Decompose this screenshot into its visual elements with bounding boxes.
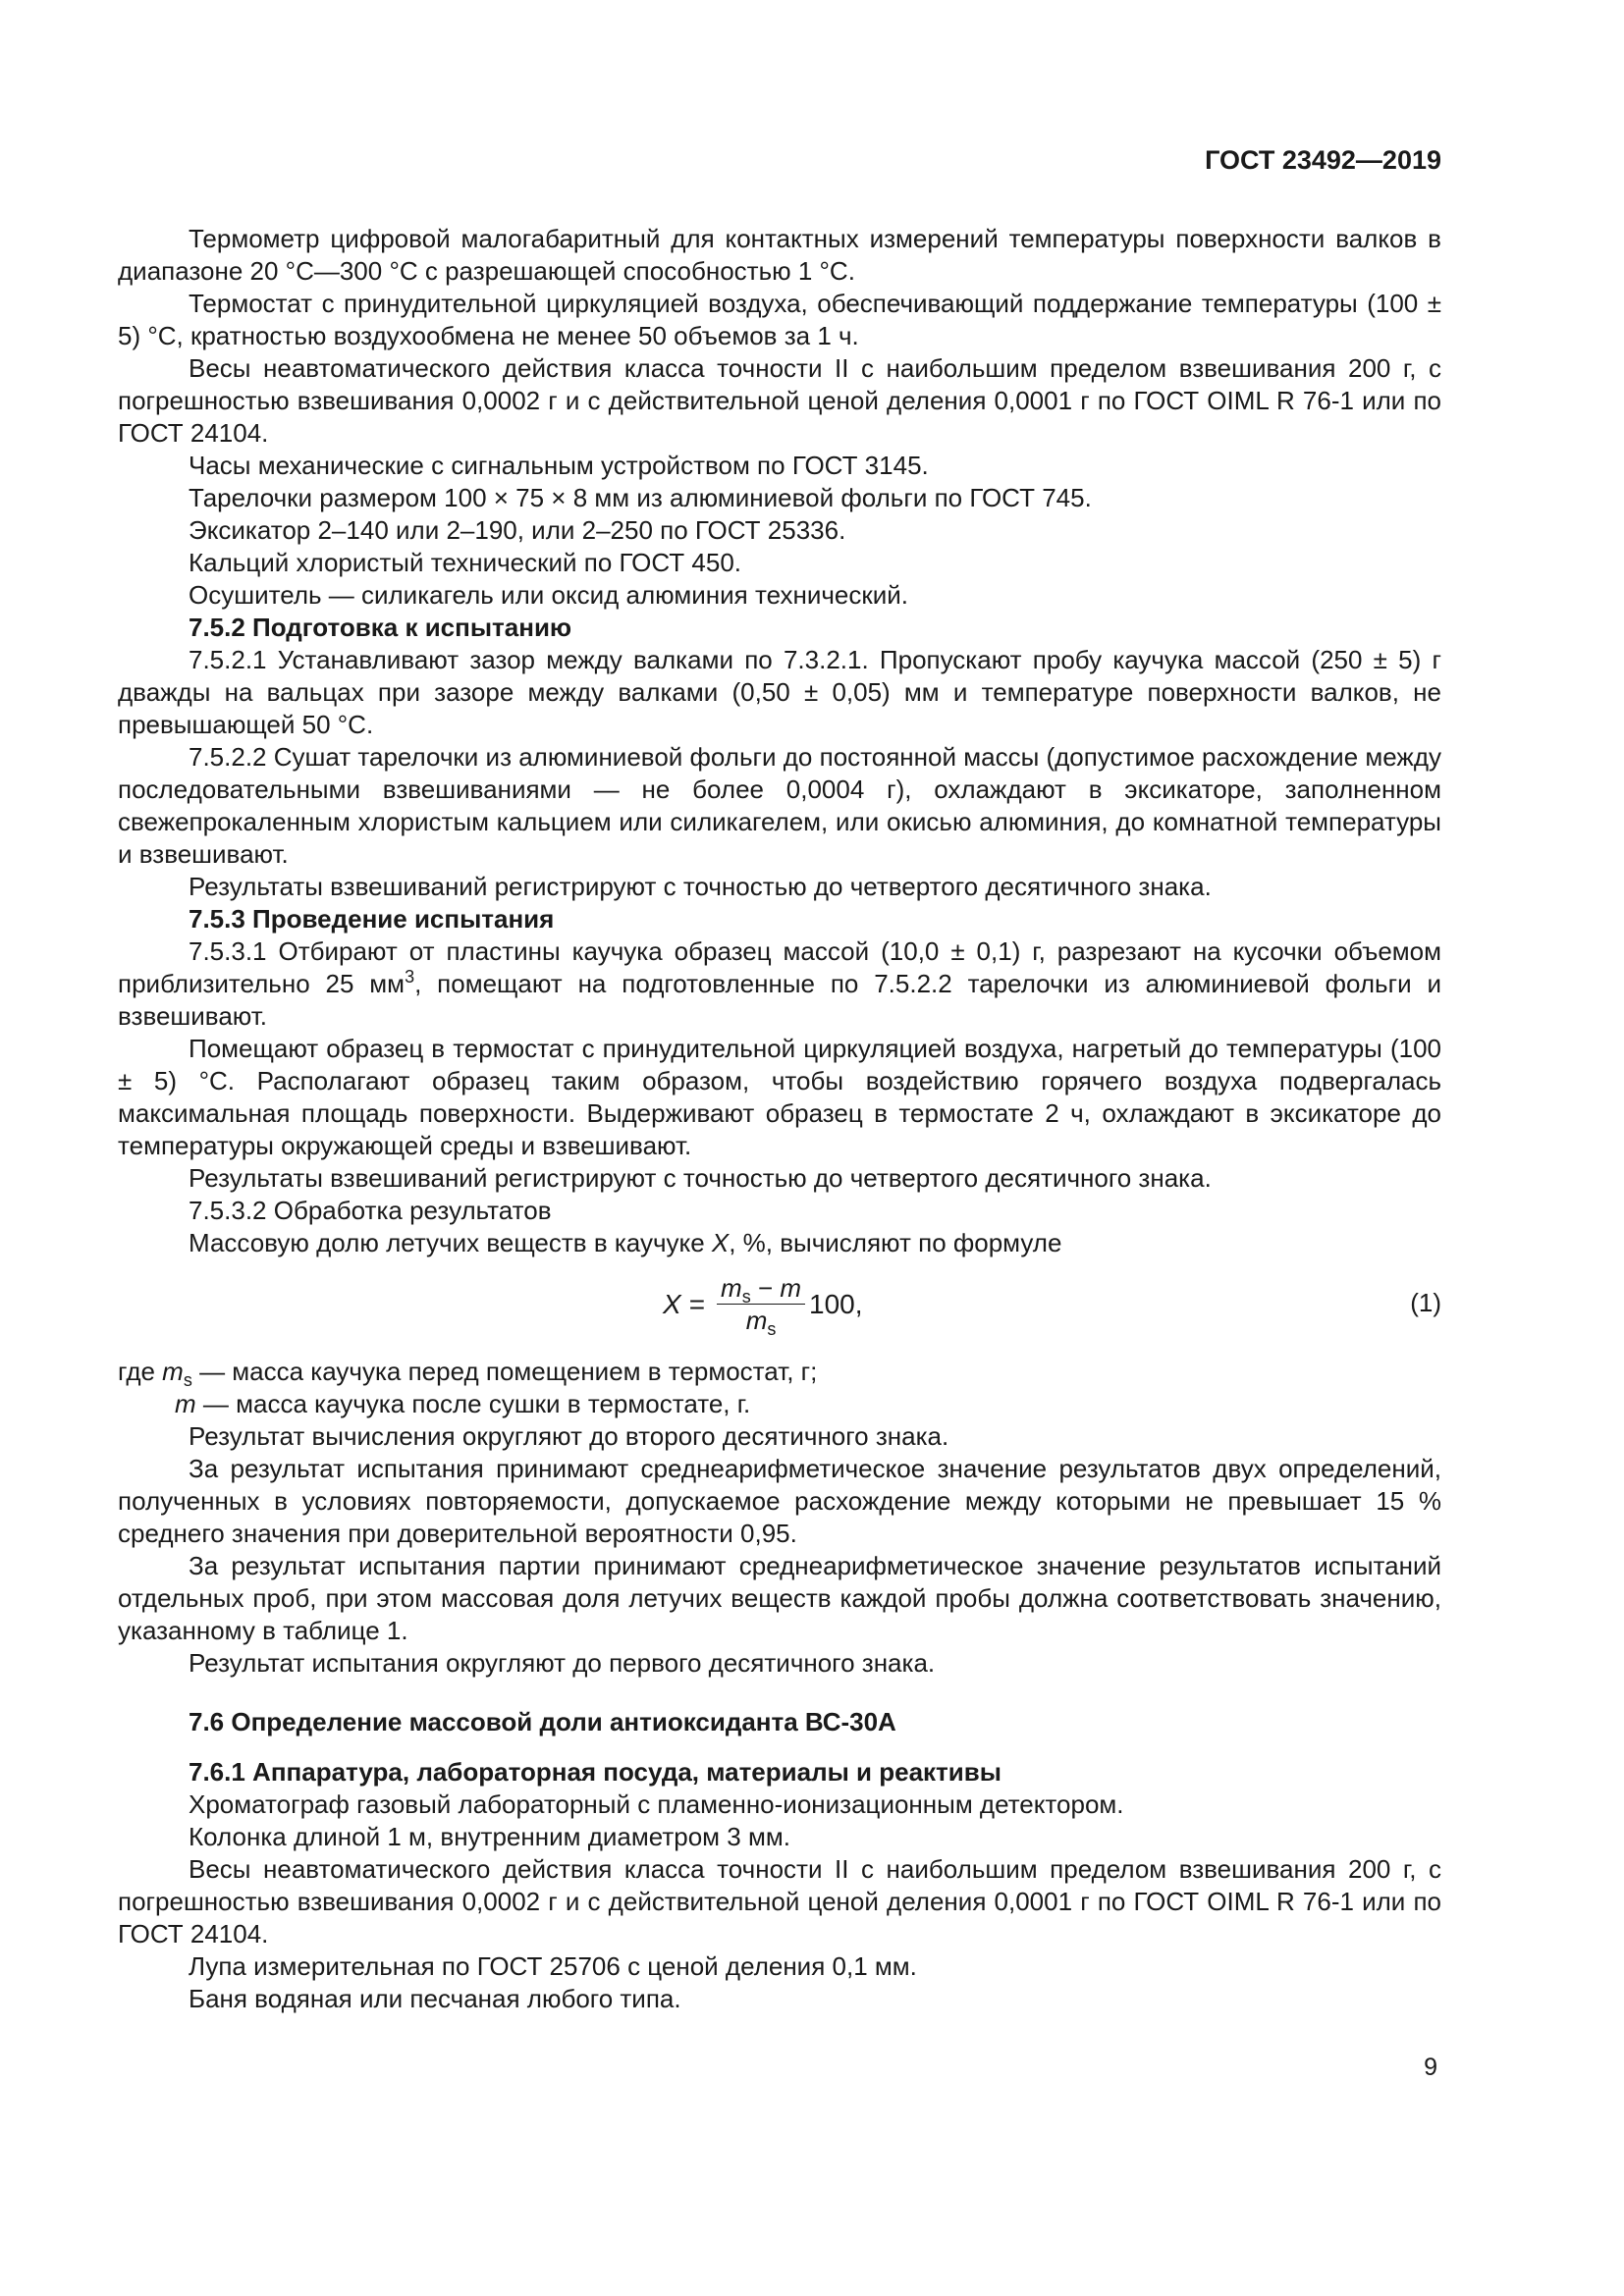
p7531-text-after: , помещают на подготовленные по 7.5.2.2 тарелочки из алюминиевой фольги и взвешивают. — [118, 969, 1441, 1031]
paragraph-weighing-results-1: Результаты взвешиваний регистрируют с точностью до четвертого десятичного знака. — [189, 872, 1212, 901]
legend-ms — [118, 1356, 1441, 1388]
heading-7-6-1: 7.6.1 Аппаратура, лабораторная посуда, материалы и реактивы — [189, 1757, 1001, 1787]
paragraph-clock: Часы механические с сигнальным устройством по ГОСТ 3145. — [189, 451, 929, 480]
paragraph-7-5-2-2: 7.5.2.2 Сушат тарелочки из алюминиевой фольги до постоянной массы (допустимое расхождение между последовательными взвешиваниями — не более 0,0004 г), охлаждают в эксикаторе, заполненном свежепрокаленным хлористым кальцием или силикагелем, или окисью алюминия, до комнатной температуры и взвешивают. — [118, 742, 1441, 869]
paragraph-plates: Тарелочки размером 100 × 75 × 8 мм из алюминиевой фольги по ГОСТ 745. — [189, 483, 1092, 512]
paragraph-batch-result: За результат испытания партии принимают среднеарифметическое значение результатов испытаний отдельных проб, при этом массовая доля летучих веществ каждой пробы должна соответствовать значению, указанному в таблице 1. — [118, 1551, 1441, 1645]
paragraph-weighing-results-2: Результаты взвешиваний регистрируют с точностью до четвертого десятичного знака. — [189, 1163, 1212, 1193]
numerator-minus: − — [750, 1272, 781, 1303]
denominator-sub-s: s — [767, 1318, 777, 1339]
paragraph-formula-intro — [118, 1227, 1441, 1259]
document-code-header: ГОСТ 23492—2019 — [1205, 145, 1441, 175]
p7531-text-before: 7.5.3.1 Отбирают от пластины каучука образец массой (10,0 ± 0,1) г, разрезают на кусочки объемом приблизительно 25 мм — [118, 936, 1441, 998]
legend-m-var: m — [175, 1389, 196, 1418]
paragraph-drying-agent: Осушитель — силикагель или оксид алюминия технический. — [189, 580, 909, 610]
formula-intro-after: , %, вычисляют по формуле — [729, 1228, 1062, 1257]
legend-ms-sub: s — [183, 1370, 192, 1390]
legend-m-text: — масса каучука после сушки в термостате, г. — [195, 1389, 751, 1418]
page-body — [118, 223, 1441, 2015]
paragraph-rounding-1: Результат испытания округляют до первого десятичного знака. — [189, 1648, 936, 1678]
formula-expression — [663, 1265, 863, 1342]
paragraph-7-5-3-2: 7.5.3.2 Обработка результатов — [189, 1196, 552, 1225]
legend-m — [118, 1388, 1441, 1420]
paragraph-desiccator: Эксикатор 2–140 или 2–190, или 2–250 по ГОСТ 25336. — [189, 515, 846, 545]
heading-7-5-3: 7.5.3 Проведение испытания — [189, 904, 555, 934]
paragraph-scales: Весы неавтоматического действия класса точности II с наибольшим пределом взвешивания 200 г, с погрешностью взвешивания 0,0002 г и с действительной ценой деления 0,0001 г по ГОСТ OIML R 76-1 или по ГОСТ 24104. — [118, 353, 1441, 448]
paragraph-chromatograph: Хроматограф газовый лабораторный с пламенно-ионизационным детектором. — [189, 1789, 1124, 1819]
formula-denominator — [742, 1305, 781, 1339]
numerator-m: m — [721, 1272, 742, 1303]
paragraph-rounding-2: Результат вычисления округляют до второго десятичного знака. — [189, 1421, 949, 1451]
formula-numerator — [717, 1272, 805, 1305]
formula-intro-before: Массовую долю летучих веществ в каучуке — [189, 1228, 712, 1257]
formula-1 — [118, 1265, 1441, 1342]
paragraph-7-5-2-1: 7.5.2.1 Устанавливают зазор между валками по 7.3.2.1. Пропускают пробу каучука массой (250 ± 5) г дважды на вальцах при зазоре между валками (0,50 ± 0,05) мм и температуре поверхности валков, не превышающей 50 °С. — [118, 645, 1441, 739]
paragraph-thermostat-procedure: Помещают образец в термостат с принудительной циркуляцией воздуха, нагретый до температуры (100 ± 5) °С. Располагают образец таким образом, чтобы воздействию горячего воздуха подвергалась максимальная площадь поверхности. Выдерживают образец в термостате 2 ч, охлаждают в эксикаторе до температуры окружающей среды и взвешивают. — [118, 1034, 1441, 1160]
formula-legend — [118, 1356, 1441, 1420]
paragraph-bath: Баня водяная или песчаная любого типа. — [189, 1984, 681, 2013]
numerator-m2: m — [780, 1272, 802, 1303]
formula-equals: = — [688, 1288, 706, 1319]
formula-intro-variable: X — [711, 1228, 730, 1257]
formula-lhs: X — [663, 1288, 681, 1319]
formula-number: (1) — [1410, 1288, 1441, 1317]
paragraph-calcium-chloride: Кальций хлористый технический по ГОСТ 450. — [189, 548, 741, 577]
formula-factor: 100, — [809, 1288, 863, 1319]
paragraph-7-5-3-1 — [118, 935, 1441, 1033]
paragraph-column: Колонка длиной 1 м, внутренним диаметром 3 мм. — [189, 1822, 790, 1851]
p7531-superscript: 3 — [405, 967, 415, 987]
page-number: 9 — [1424, 2054, 1437, 2081]
paragraph-magnifier: Лупа измерительная по ГОСТ 25706 с ценой деления 0,1 мм. — [189, 1951, 917, 1981]
paragraph-scales-2: Весы неавтоматического действия класса точности II с наибольшим пределом взвешивания 200 г, с погрешностью взвешивания 0,0002 г и с действительной ценой деления 0,0001 г по ГОСТ OIML R 76-1 или по ГОСТ 24104. — [118, 1854, 1441, 1949]
legend-lead: где — [118, 1357, 163, 1386]
legend-ms-text: — масса каучука перед помещением в термостат, г; — [191, 1357, 818, 1386]
denominator-m: m — [745, 1305, 768, 1335]
heading-7-6: 7.6 Определение массовой доли антиоксиданта ВС-30А — [189, 1707, 896, 1736]
paragraph-thermometer: Термометр цифровой малогабаритный для контактных измерений температуры поверхности валков в диапазоне 20 °С—300 °С с разрешающей способностью 1 °С. — [118, 224, 1441, 286]
numerator-sub-s: s — [741, 1286, 751, 1307]
formula-fraction — [717, 1272, 805, 1339]
paragraph-test-result: За результат испытания принимают среднеарифметическое значение результатов двух определений, полученных в условиях повторяемости, допускаемое расхождение между которыми не превышает 15 % среднего значения при доверительной вероятности 0,95. — [118, 1454, 1441, 1548]
legend-ms-var: m — [162, 1357, 184, 1386]
paragraph-thermostat: Термостат с принудительной циркуляцией воздуха, обеспечивающий поддержание температуры (100 ± 5) °С, кратностью воздухообмена не менее 50 объемов за 1 ч. — [118, 289, 1441, 350]
heading-7-5-2: 7.5.2 Подготовка к испытанию — [189, 613, 572, 642]
